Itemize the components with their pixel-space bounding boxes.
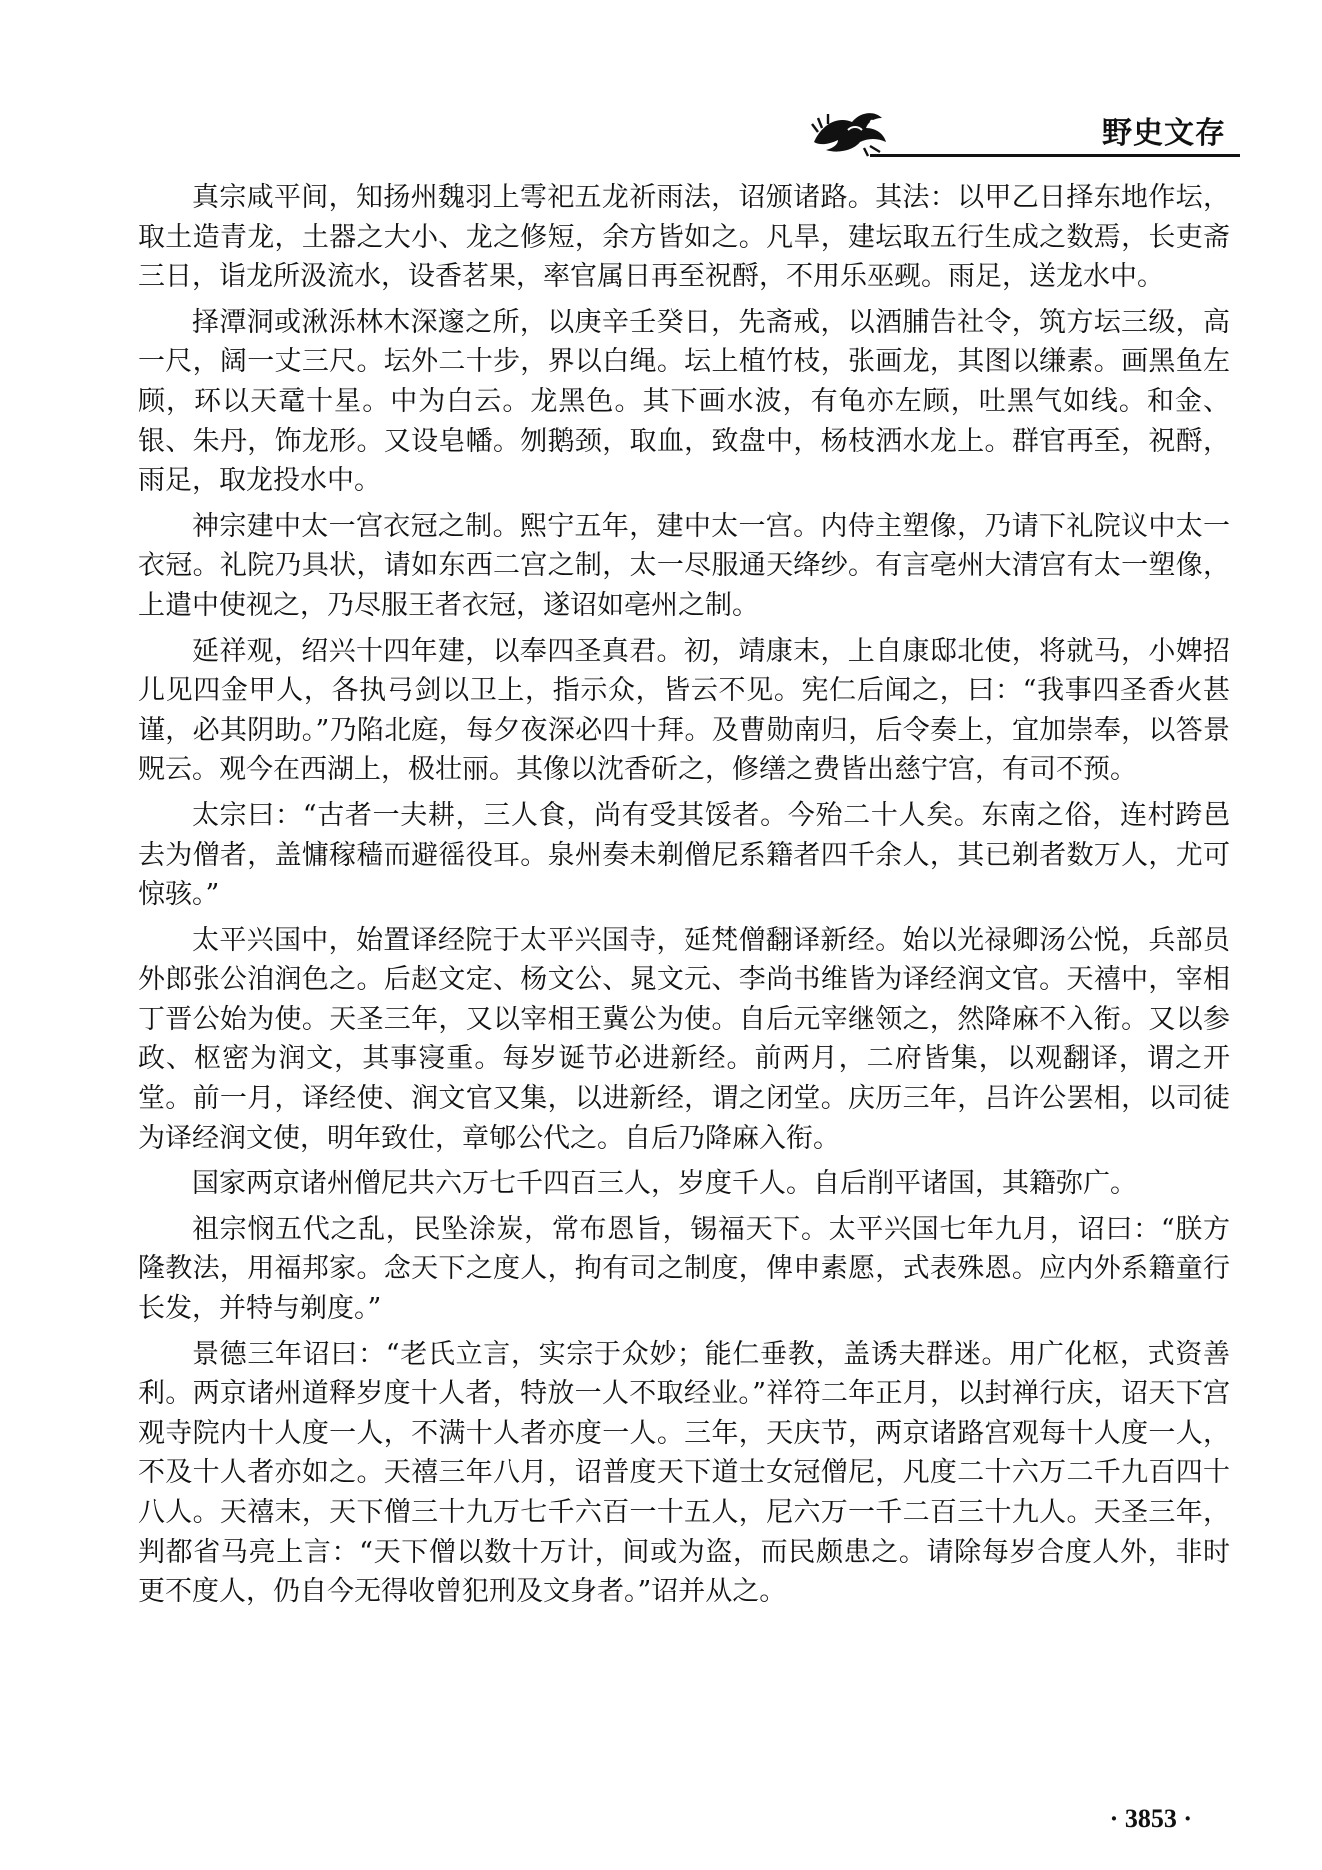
header-rule: [870, 154, 1240, 157]
running-header: [800, 96, 1240, 166]
paragraph-9: 景德三年诏曰：“老氏立言，实宗于众妙；能仁垂教，盖诱夫群迷。用广化枢，式资善利。两京诸州道释岁度十人者，特放一人不取经业。”祥符二年正月，以封禅行庆，诏天下宫观寺院内十人度一人，不满十人者亦度一人。三年，天庆节，两京诸路宫观每十人度一人，不及十人者亦如之。天禧三年八月，诏普度天下道士女冠僧尼，凡度二十六万二千九百四十八人。天禧末，天下僧三十九万七千六百一十五人，尼六万一千二百三十九人。天圣三年，判都省马亮上言：“天下僧以数十万计，间或为盗，而民颇患之。请除每岁合度人外，非时更不度人，仍自今无得收曾犯刑及文身者。”诏并从之。: [138, 1338, 1230, 1608]
main-text: [138, 178, 1230, 1618]
page-number: · 3853 ·: [1109, 1804, 1192, 1833]
paragraph-3: 神宗建中太一宫衣冠之制。熙宁五年，建中太一宫。内侍主塑像，乃请下礼院议中太一衣冠。礼院乃具状，请如东西二宫之制，太一尽服通天绛纱。有言亳州大清宫有太一塑像，上遣中使视之，乃尽服王者衣冠，遂诏如亳州之制。: [138, 510, 1230, 621]
paragraph-4: 延祥观，绍兴十四年建，以奉四圣真君。初，靖康末，上自康邸北使，将就马，小婢招儿见四金甲人，各执弓剑以卫上，指示众，皆云不见。宪仁后闻之，曰：“我事四圣香火甚谨，必其阴助。”乃陷北庭，每夕夜深必四十拜。及曹勋南归，后令奏上，宜加崇奉，以答景贶云。观今在西湖上，极壮丽。其像以沈香斫之，修缮之费皆出慈宁宫，有司不预。: [138, 635, 1230, 786]
section-title: 野史文存: [1102, 116, 1226, 151]
paragraph-6: 太平兴国中，始置译经院于太平兴国寺，延梵僧翻译新经。始以光禄卿汤公悦，兵部员外郎张公洎润色之。后赵文定、杨文公、晁文元、李尚书维皆为译经润文官。天禧中，宰相丁晋公始为使。天圣三年，又以宰相王冀公为使。自后元宰继领之，然降麻不入衔。又以参政、枢密为润文，其事寖重。每岁诞节必进新经。前两月，二府皆集，以观翻译，谓之开堂。前一月，译经使、润文官又集，以进新经，谓之闭堂。庆历三年，吕许公罢相，以司徒为译经润文使，明年致仕，章郇公代之。自后乃降麻入衔。: [138, 924, 1230, 1154]
paragraph-8: 祖宗悯五代之乱，民坠涂炭，常布恩旨，锡福天下。太平兴国七年九月，诏曰：“朕方隆教法，用福邦家。念天下之度人，拘有司之制度，俾申素愿，式表殊恩。应内外系籍童行长发，并特与剃度。”: [138, 1213, 1230, 1325]
paragraph-1: 真宗咸平间，知扬州魏羽上雩祀五龙祈雨法，诏颁诸路。其法：以甲乙日择东地作坛，取土造青龙，土器之大小、龙之修短，余方皆如之。凡旱，建坛取五行生成之数焉，长吏斋三日，诣龙所汲流水，设香茗果，率官属日再至祝酹，不用乐巫觋。雨足，送龙水中。: [138, 182, 1230, 293]
paragraph-2: 择潭洞或湫泺林木深邃之所，以庚辛壬癸日，先斋戒，以酒脯告社令，筑方坛三级，高一尺，阔一丈三尺。坛外二十步，界以白绳。坛上植竹枝，张画龙，其图以缣素。画黑鱼左顾，环以天鼋十星。中为白云。龙黑色。其下画水波，有龟亦左顾，吐黑气如线。和金、银、朱丹，饰龙形。又设皂幡。刎鹅颈，取血，致盘中，杨枝洒水龙上。群官再至，祝酹，雨足，取龙投水中。: [138, 306, 1230, 497]
paragraph-7: 国家两京诸州僧尼共六万七千四百三人，岁度千人。自后削平诸国，其籍弥广。: [192, 1168, 1137, 1200]
dragon-emblem-icon: [808, 102, 892, 158]
paragraph-5: 太宗曰：“古者一夫耕，三人食，尚有受其馁者。今殆二十人矣。东南之俗，连村跨邑去为僧者，盖慵稼穑而避徭役耳。泉州奏未剃僧尼系籍者四千余人，其已剃者数万人，尤可惊骇。”: [138, 799, 1230, 911]
